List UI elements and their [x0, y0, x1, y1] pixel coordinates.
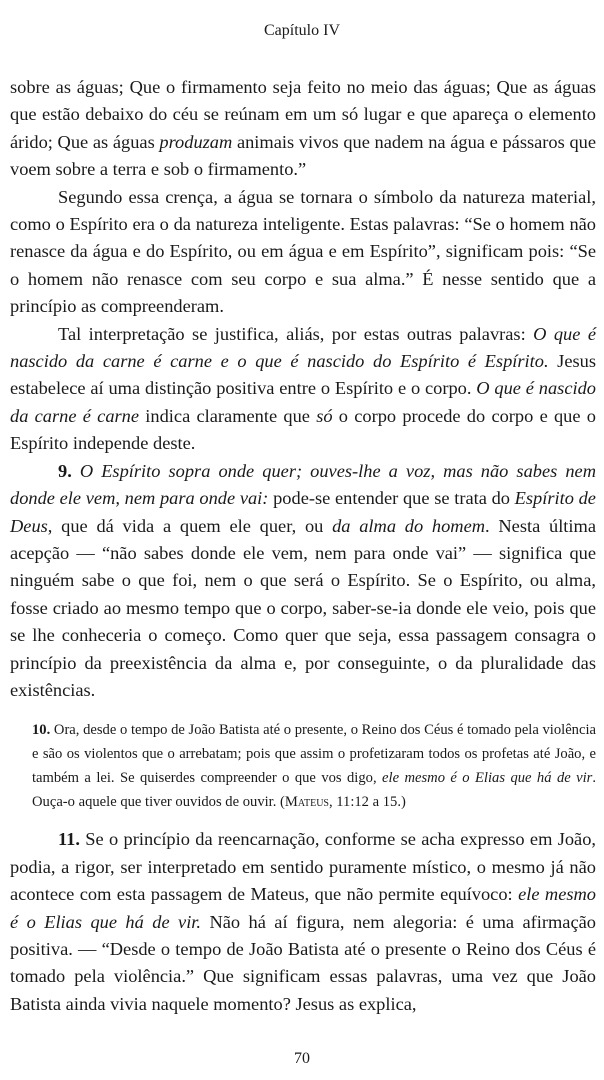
- block-quote-10: 10. Ora, desde o tempo de João Batista até o presente, o Reino dos Céus é tomado pela violência e são os violentos que o arrebatam; pois que assim o profetizaram todos os profetas até João, e também a lei. Se quiserdes compreender o que vos digo, ele mesmo é o Elias que há de vir. Ouça-o aquele que tiver ouvidos de ouvir. (Mateus, 11:12 a 15.): [32, 722, 597, 811]
- paragraph-number: 9.: [58, 460, 72, 481]
- chapter-header: Capítulo IV: [264, 22, 340, 39]
- quote-number: 10.: [32, 722, 51, 739]
- paragraph-interpretation: Tal interpretação se justifica, aliás, por estas outras palavras: O que é nascido da carne é carne e o que é nascido do Espírito é Espírito. Jesus estabelece aí uma distinção positiva entre o Espírito e o corpo. O que é nascido da carne é carne indica claramente que só o corpo procede do corpo e que o Espírito independe deste.: [10, 323, 596, 454]
- paragraph-number: 11.: [58, 829, 80, 850]
- paragraph-9: 9. O Espírito sopra onde quer; ouves-lhe a voz, mas não sabes nem donde ele vem, nem para onde vai: pode-se entender que se trata do Espírito de Deus, que dá vida a quem ele quer, ou da alma do homem. Nesta última acepção — “não sabes donde ele vem, nem para onde vai” — significa que ninguém sabe o que foi, nem o que será o Espírito. Se o Espírito, ou alma, fosse criado ao mesmo tempo que o corpo, saber-se-ia donde ele veio, pois que se lhe conheceria o começo. Como quer que seja, essa passagem consagra o princípio da preexistência da alma e, por conseguinte, o da pluralidade das existências.: [10, 460, 596, 700]
- page-body: [10, 74, 596, 1018]
- paragraph-11: 11. Se o princípio da reencarnação, conforme se acha expresso em João, podia, a rigor, ser interpretado em sentido puramente místico, o mesmo já não acontece com esta passagem de Mateus, que não permite equívoco: ele mesmo é o Elias que há de vir. Não há aí figura, nem alegoria: é uma afirmação positiva. — “Desde o tempo de João Batista até o presente o Reino dos Céus é tomado pela violência.” Que significam essas palavras, uma vez que João Batista ainda vivia naquele momento? Jesus as explica,: [10, 829, 596, 1014]
- paragraph-water-symbol: Segundo essa crença, a água se tornara o símbolo da natureza material, como o Espírito era o da natureza inteligente. Estas palavras: “Se o homem não renasce da água e do Espírito, ou em água e em Espírito”, significam pois: “Se o homem não renasce com seu corpo e sua alma.” É nesse sentido que a princípio as compreenderam.: [10, 186, 596, 317]
- paragraph-genesis-quote-end: sobre as águas; Que o firmamento seja feito no meio das águas; Que as águas que estão debaixo do céu se reúnam em um só lugar e que apareça o elemento árido; Que as águas produzam animais vivos que nadem na água e pássaros que voem sobre a terra e sob o firmamento.”: [10, 77, 596, 180]
- bible-reference: Mateus: [284, 794, 329, 811]
- page-number: 70: [294, 1050, 310, 1067]
